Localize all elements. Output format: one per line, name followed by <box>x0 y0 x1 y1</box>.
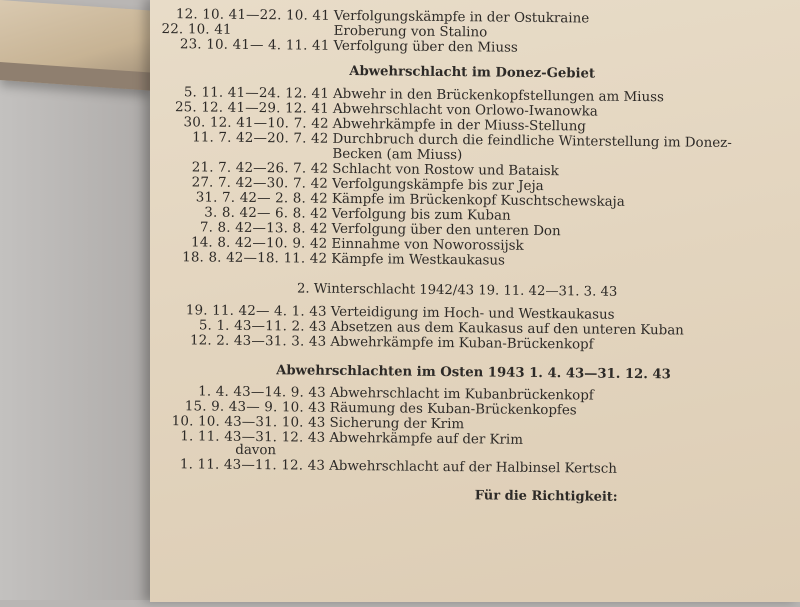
row-text: Kämpfe im Brückenkopf Kuschtschewskaja <box>331 191 625 210</box>
list-item <box>155 429 523 448</box>
row-date: 12. 2. 43—31. 3. 43 <box>189 333 327 350</box>
row-date: 31. 7. 42— 2. 8. 42 <box>195 190 329 207</box>
row-text: Verfolgung über den unteren Don <box>331 221 561 240</box>
section-title: Abwehrschlachten im Osten 1943 1. 4. 43—31. 12. 43 <box>276 363 671 383</box>
row-text: Abwehrkämpfe in der Miuss-Stellung <box>332 116 587 135</box>
row-text: Abwehrschlacht von Orlowo-Iwanowka <box>332 101 598 120</box>
signature-label: Für die Richtigkeit: <box>474 488 618 505</box>
row-date: 27. 7. 42—30. 7. 42 <box>191 175 329 192</box>
row-date: 1. 11. 43—31. 12. 43 <box>180 429 326 446</box>
row-text: Kämpfe im Westkaukasus <box>331 251 506 269</box>
row-text: Verfolgungskämpfe bis zur Jeja <box>332 176 544 195</box>
row-date <box>158 156 328 158</box>
row-text: Abwehrkämpfe auf der Krim <box>329 430 524 448</box>
row-date: 19. 11. 42— 4. 1. 43 <box>185 303 327 320</box>
row-date: 11. 7. 42—20. 7. 42 <box>192 130 329 147</box>
row-text: Becken (am Miuss) <box>332 146 463 164</box>
row-text: Verteidigung im Hoch- und Westkaukasus <box>330 304 615 323</box>
row-text: Absetzen aus dem Kaukasus auf den unteren Kuban <box>330 319 684 339</box>
row-date: 18. 8. 42—18. 11. 42 <box>182 250 328 267</box>
row-date: 30. 12. 41—10. 7. 42 <box>183 115 329 132</box>
row-text: Einnahme von Noworossijsk <box>331 236 524 254</box>
row-text: Abwehrschlacht im Kubanbrückenkopf <box>329 385 594 404</box>
row-text: Schlacht von Rostow und Bataisk <box>332 161 559 180</box>
row-date: 22. 10. 41 <box>161 22 232 38</box>
list-item <box>159 37 517 56</box>
row-date: 21. 7. 42—26. 7. 42 <box>191 160 329 177</box>
row-date: 14. 8. 42—10. 9. 42 <box>190 235 328 252</box>
row-text: Abwehrkämpfe im Kuban-Brückenkopf <box>330 334 594 353</box>
row-text: Sicherung der Krim <box>329 415 465 433</box>
davon-label: davon <box>235 442 277 459</box>
row-text: Durchbruch durch die feindliche Winterstellung im Donez- <box>332 131 732 151</box>
row-text: Abwehrschlacht auf der Halbinsel Kertsch <box>329 458 617 477</box>
row-date: 25. 12. 41—29. 12. 41 <box>174 100 329 117</box>
row-date: 7. 8. 42—13. 8. 42 <box>199 220 328 237</box>
list-item <box>155 457 617 477</box>
row-date: 12. 10. 41—22. 10. 41 <box>175 7 330 24</box>
row-date: 5. 1. 43—11. 2. 43 <box>198 318 327 335</box>
section-title: 2. Winterschlacht 1942/43 19. 11. 42—31. 3. 43 <box>296 281 618 300</box>
list-item <box>156 333 593 353</box>
row-date: 3. 8. 42— 6. 8. 42 <box>204 205 328 222</box>
row-date: 10. 10. 43—31. 10. 43 <box>171 414 326 431</box>
row-text: Verfolgung über den Miuss <box>333 38 518 56</box>
background-surface <box>0 80 160 600</box>
row-date: 15. 9. 43— 9. 10. 43 <box>184 399 326 416</box>
row-text: Verfolgungskämpfe in der Ostukraine <box>333 8 590 27</box>
row-text: Räumung des Kuban-Brückenkopfes <box>329 400 577 419</box>
row-date: 23. 10. 41— 4. 11. 41 <box>179 37 330 54</box>
row-date: 1. 4. 43—14. 9. 43 <box>198 384 326 401</box>
row-date: 1. 11. 43—11. 12. 43 <box>179 457 326 474</box>
list-item <box>157 250 505 269</box>
document-content <box>154 0 800 607</box>
row-text: Eroberung von Stalino <box>333 23 488 41</box>
row-text: Verfolgung bis zum Kuban <box>331 206 511 224</box>
section-title: Abwehrschlacht im Donez-Gebiet <box>349 63 596 82</box>
row-text: Abwehr in den Brückenkopfstellungen am Miuss <box>332 86 664 106</box>
row-date: 5. 11. 41—24. 12. 41 <box>183 85 330 102</box>
